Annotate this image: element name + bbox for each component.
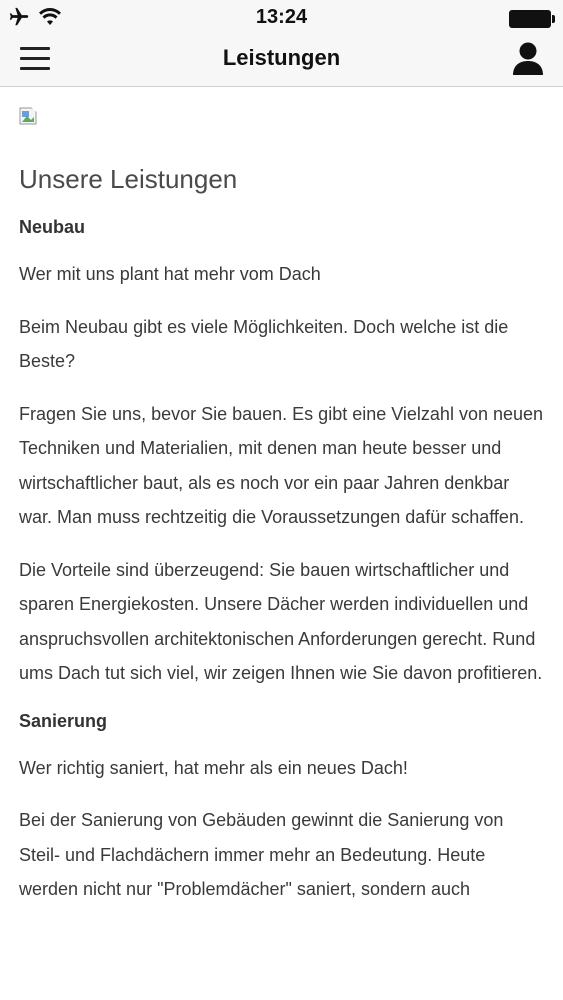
status-time: 13:24 <box>255 6 308 28</box>
page-heading: Unsere Leistungen <box>19 164 238 194</box>
nav-bar <box>0 36 563 87</box>
main-content <box>19 87 544 907</box>
section-title-sanierung: Sanierung <box>19 710 108 731</box>
battery-icon <box>509 10 555 28</box>
broken-image-icon <box>19 105 41 127</box>
page-title: Leistungen <box>222 45 341 70</box>
status-bar <box>0 0 563 36</box>
paragraph: Beim Neubau gibt es viele Möglichkeiten. Doch welche ist die Beste? <box>19 316 509 371</box>
paragraph: Wer richtig saniert, hat mehr als ein neues Dach! <box>19 757 408 778</box>
user-icon[interactable] <box>511 41 545 77</box>
paragraph: Bei der Sanierung von Gebäuden gewinnt die Sanierung von Steil- und Flachdächern immer mehr an Bedeutung. Heute werden nicht nur "Problemdächer" saniert, sondern auch <box>19 810 504 899</box>
paragraph: Die Vorteile sind überzeugend: Sie bauen wirtschaftlicher und sparen Energiekosten. Unsere Dächer werden individuellen und anspruchsvollen architektonischen Anforderungen gerecht. Rund ums Dach tut sich viel, wir zeigen Ihnen wie Sie davon profitieren. <box>19 559 543 683</box>
paragraph: Fragen Sie uns, bevor Sie bauen. Es gibt eine Vielzahl von neuen Techniken und Materialien, mit denen man heute besser und wirtschaftlicher baut, als es noch vor ein paar Jahren denkbar war. Man muss rechtzeitig die Voraussetzungen dafür schaffen. <box>19 403 544 527</box>
section-title-neubau: Neubau <box>19 217 86 237</box>
paragraph: Wer mit uns plant hat mehr vom Dach <box>19 264 321 284</box>
